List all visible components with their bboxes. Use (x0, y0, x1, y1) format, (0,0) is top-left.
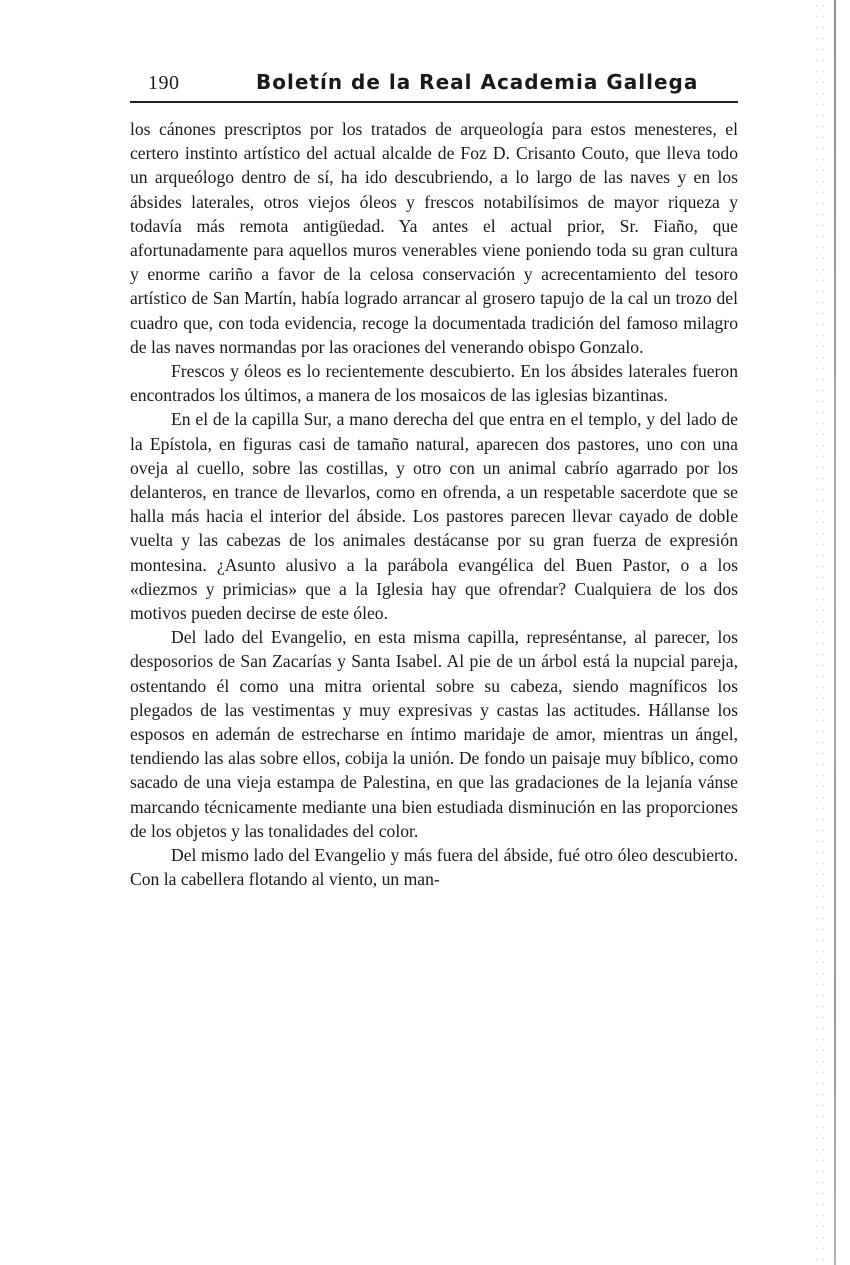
page-edge-speckle (814, 0, 828, 1265)
running-title: Boletín de la Real Academia Gallega (256, 70, 699, 94)
page-number: 190 (148, 72, 180, 94)
paragraph: En el de la capilla Sur, a mano derecha del que entra en el templo, y del lado de la Epístola, en figuras casi de tamaño natural, aparecen dos pastores, uno con una oveja al cuello, sobre las costillas, y otro con un animal cabrío agarrado por los delanteros, en trance de llevarlos, como en ofrenda, a un respetable sacerdote que se halla más hacia el interior del ábside. Los pastores parecen llevar cayado de doble vuelta y las cabezas de los animales destácanse por su gran fuerza de expresión montesina. ¿Asunto alusivo a la parábola evangélica del Buen Pastor, o a los «diezmos y primicias» que a la Iglesia hay que ofrendar? Cualquiera de los dos motivos pueden decirse de este óleo. (130, 409, 738, 624)
paragraph: los cánones prescriptos por los tratados de arqueología para estos menesteres, el certero instinto artístico del actual alcalde de Foz D. Crisanto Couto, que lleva todo un arqueólogo dentro de sí, ha ido descubriendo, a lo largo de las naves y en los ábsides laterales, otros viejos óleos y frescos notabilísimos de mayor riqueza y todavía más remota antigüedad. Ya antes el actual prior, Sr. Fiaño, que afortunadamente para aquellos muros venerables viene poniendo toda su gran cultura y enorme cariño a favor de la celosa conservación y acrecentamiento del tesoro artístico de San Martín, había logrado arrancar al grosero tapujo de la cal un trozo del cuadro que, con toda evidencia, recoge la documentada tradición del famoso milagro de las naves normandas por las oraciones del venerando obispo Gonzalo. (130, 119, 738, 357)
header-rule (130, 101, 738, 103)
paragraph: Del lado del Evangelio, en esta misma capilla, represéntanse, al parecer, los desposorios de San Zacarías y Santa Isabel. Al pie de un árbol está la nupcial pareja, ostentando él como una mitra oriental sobre su cabeza, siendo magníficos los plegados de las vestimentas y muy expresivas y castas las actitudes. Hállanse los esposos en ademán de estrecharse en íntimo maridaje de amor, mientras un ángel, tendiendo las alas sobre ellos, cobija la unión. De fondo un paisaje muy bíblico, como sacado de una vieja estampa de Palestina, en que las gradaciones de la lejanía vánse marcando técnicamente mediante una bien estudiada disminución en las proporciones de los objetos y las tonalidades del color. (130, 627, 738, 841)
paragraph: Del mismo lado del Evangelio y más fuera del ábside, fué otro óleo descubierto. Con la cabellera flotando al viento, un man- (130, 845, 738, 890)
paragraph: Frescos y óleos es lo recientemente descubierto. En los ábsides laterales fueron encontrados los últimos, a manera de los mosaicos de las iglesias bizantinas. (130, 361, 738, 406)
body-text (130, 117, 738, 892)
running-header (130, 70, 738, 98)
page-edge-shadow (834, 0, 836, 1265)
